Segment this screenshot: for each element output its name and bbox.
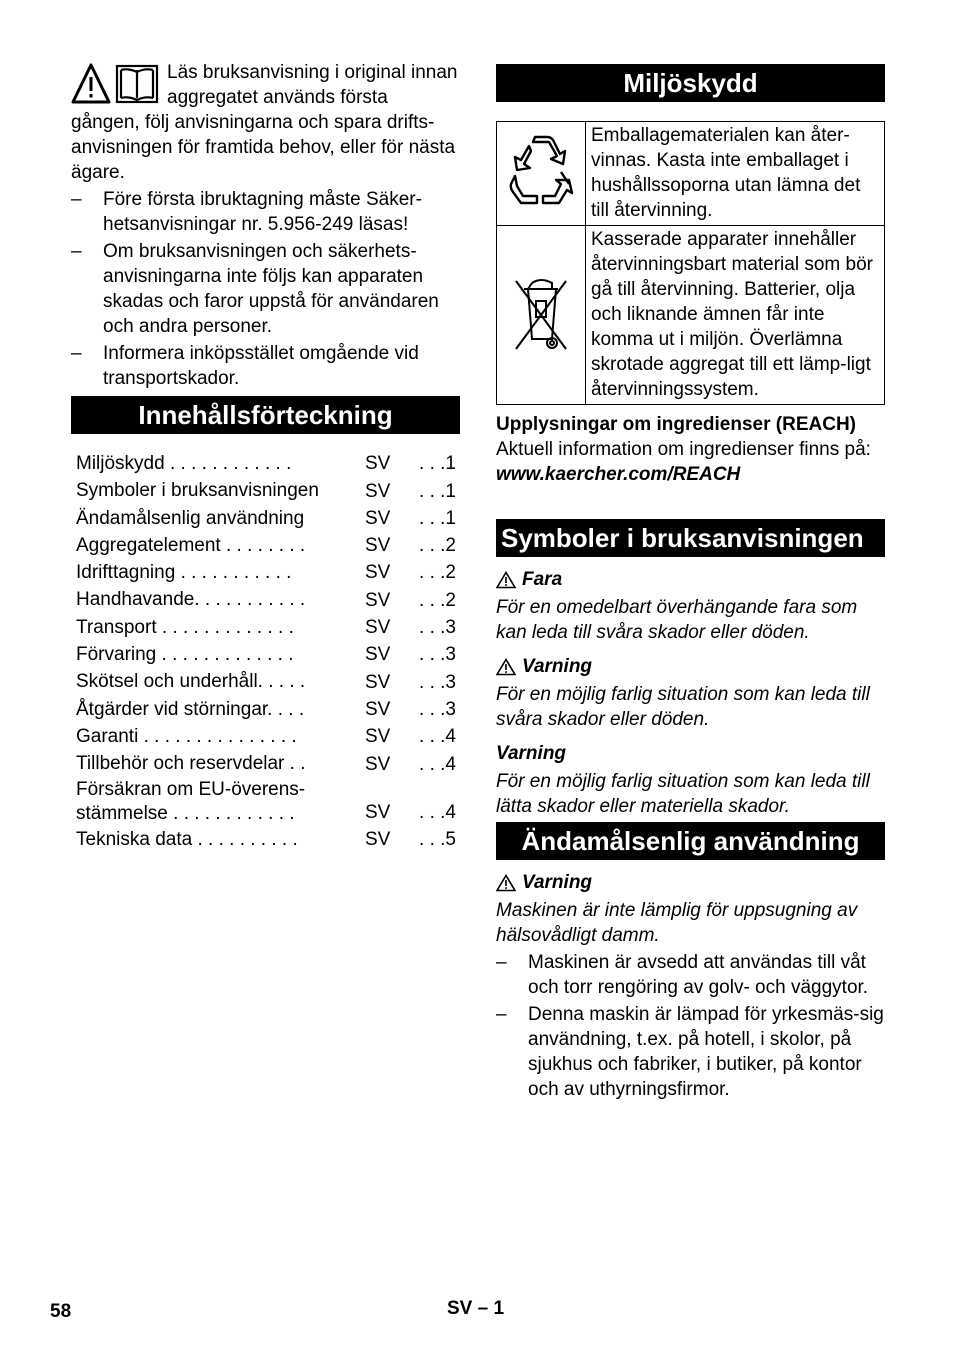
toc-entry-lang: SV: [365, 535, 391, 557]
reach-link[interactable]: www.kaercher.com/REACH: [496, 464, 741, 485]
usage-heading: Ändamålsenlig användning: [496, 822, 885, 860]
footer-lang: SV: [447, 1298, 473, 1319]
toc-entry-page: . . .4: [419, 726, 456, 748]
usage-warning-label: [496, 870, 885, 895]
reach-title: Upplysningar om ingredienser (REACH): [496, 414, 856, 435]
caution-label: Varning: [496, 743, 567, 764]
toc-row[interactable]: [76, 505, 456, 532]
toc-entry-lang: SV: [365, 828, 391, 850]
list-item: – Före första ibruktagning måste Säker-hetsanvisningar nr. 5.956-249 läsas!: [71, 189, 422, 235]
toc-row[interactable]: [76, 826, 456, 853]
toc-row[interactable]: [76, 778, 456, 826]
toc-entry-title: Tekniska data . . . . . . . . . .: [76, 828, 298, 850]
toc-entry-lang: SV: [365, 726, 391, 748]
toc-entry-lang: SV: [365, 644, 391, 666]
toc-entry-page: . . .3: [419, 671, 456, 693]
toc-entry-page: . . .2: [419, 562, 456, 584]
toc-row[interactable]: [76, 668, 456, 695]
bullet-text: Före första ibruktagning måste Säker-hetsanvisningar nr. 5.956-249 läsas!: [103, 189, 422, 235]
intro-bullets: [71, 187, 460, 391]
footer-sub-page: – 1: [477, 1298, 505, 1319]
toc-entry-lang: SV: [365, 589, 391, 611]
warning-triangle-icon: [496, 658, 516, 676]
toc-row[interactable]: [76, 532, 456, 559]
toc-entry-page: . . .4: [419, 801, 456, 823]
toc-row[interactable]: [76, 477, 456, 504]
toc-row[interactable]: [76, 559, 456, 586]
crossed-bin-icon: [506, 269, 576, 355]
toc-entry-title: Transport . . . . . . . . . . . . .: [76, 616, 294, 638]
toc-entry-lang: SV: [365, 698, 391, 720]
list-item: – Maskinen är avsedd att användas till våt och torr rengöring av golv- och väggytor.: [496, 952, 869, 998]
toc-row[interactable]: [76, 723, 456, 750]
bullet-text: Denna maskin är lämpad för yrkesmäs-sig användning, t.ex. på hotell, i skolor, på sjukhus och fabriker, i butiker, på kontor och av uthyrningsfirmor.: [528, 1004, 884, 1100]
usage-section: [496, 870, 885, 1102]
bullet-text: Maskinen är avsedd att användas till våt och torr rengöring av golv- och väggytor.: [528, 952, 869, 998]
toc-entry-title: Miljöskydd . . . . . . . . . . . .: [76, 453, 292, 474]
toc-entry-title: Skötsel och underhåll. . . . .: [76, 671, 306, 693]
toc-entry-page: . . .4: [419, 753, 456, 775]
page-number: 58: [50, 1301, 72, 1322]
toc-entry-lang: SV: [365, 453, 391, 475]
env-text-cell: Emballagematerialen kan åter-vinnas. Kasta inte emballaget i hushållssoporna utan lämna det till återvinning.: [586, 122, 885, 226]
toc-entry-title: Ändamålsenlig användning: [76, 507, 305, 529]
list-item: – Informera inköpsstället omgående vid transportskador.: [71, 343, 419, 389]
usage-warning-text: Maskinen är inte lämplig för uppsugning av hälsovådligt damm.: [496, 900, 858, 946]
table-row: [497, 122, 885, 226]
symbols-heading: Symboler i bruksanvisningen: [496, 519, 885, 557]
warning-triangle-icon: [496, 571, 516, 589]
danger-label: [496, 567, 885, 592]
env-text-cell: Kasserade apparater innehåller återvinningsbart material som bör gå till återvinning. Batterier, olja och liknande ämnen får inte komma ut i miljön. Överlämna skrotade aggregat till ett lämp-ligt återvinningssystem.: [586, 226, 885, 405]
toc-entry-title: Handhavande. . . . . . . . . . .: [76, 589, 306, 611]
icon-cell: [497, 122, 586, 226]
warning-label-text: Varning: [522, 656, 593, 677]
toc-entry-title: Symboler i bruksanvisningen: [76, 480, 319, 502]
toc-entry-page: . . .2: [419, 589, 456, 611]
toc-entry-lang: SV: [365, 507, 391, 529]
toc-entry-page: . . .1: [419, 480, 456, 502]
bullet-text: Informera inköpsstället omgående vid transportskador.: [103, 343, 419, 389]
symbols-section: [496, 567, 885, 819]
toc-entry-page: . . .3: [419, 698, 456, 720]
toc-entry-lang: SV: [365, 753, 391, 775]
toc-entry-title: Aggregatelement . . . . . . . .: [76, 534, 306, 556]
danger-text: För en omedelbart överhängande fara som kan leda till svåra skador eller döden.: [496, 597, 858, 643]
recycling-icon: [503, 132, 579, 208]
env-heading: Miljöskydd: [496, 64, 885, 102]
reach-section: [496, 412, 885, 487]
toc-entry-page: . . .3: [419, 644, 456, 666]
toc-entry-lang: SV: [365, 480, 391, 502]
warning-triangle-icon: [496, 874, 516, 892]
toc-row[interactable]: [76, 586, 456, 613]
list-item: – Denna maskin är lämpad för yrkesmäs-sig användning, t.ex. på hotell, i skolor, på sjukhus och fabriker, i butiker, på kontor och av uthyrningsfirmor.: [496, 1004, 884, 1100]
toc-entry-lang: SV: [365, 671, 391, 693]
toc-entry-lang: SV: [365, 562, 391, 584]
toc-entry-title: Idrifttagning . . . . . . . . . . .: [76, 562, 292, 584]
icon-cell: [497, 226, 586, 405]
caution-text: För en möjlig farlig situation som kan leda till lätta skador eller materiella skador.: [496, 771, 870, 817]
warning-triangle-icon: [73, 65, 109, 102]
toc-entry-lang: SV: [365, 617, 391, 639]
warning-manual-icons: [71, 62, 161, 106]
danger-label-text: Fara: [522, 569, 563, 590]
toc-entry-page: . . .5: [419, 828, 456, 850]
warning-label: [496, 654, 885, 679]
toc-entry-page: . . .1: [419, 507, 456, 529]
environment-table: [496, 121, 885, 405]
toc-heading: Innehållsförteckning: [71, 396, 460, 434]
toc-entry-title: Tillbehör och reservdelar . .: [76, 753, 306, 775]
toc-entry-lang: SV: [365, 801, 391, 823]
toc-entry-title: Förvaring . . . . . . . . . . . . .: [76, 644, 294, 666]
toc-row[interactable]: [76, 641, 456, 668]
toc-entry-title: Försäkran om EU-överens-stämmelse . . . . . . . . . . . .: [76, 778, 306, 824]
warning-text: För en möjlig farlig situation som kan leda till svåra skador eller döden.: [496, 684, 870, 730]
reach-text: Aktuell information om ingredienser finns på:: [496, 439, 871, 460]
table-of-contents: [76, 450, 456, 853]
list-item: – Om bruksanvisningen och säkerhets-anvisningarna inte följs kan apparaten skadas och faror uppstå för användaren och andra personer.: [71, 241, 439, 337]
usage-warning-label-text: Varning: [522, 872, 593, 893]
toc-entry-title: Garanti . . . . . . . . . . . . . . .: [76, 725, 297, 747]
toc-row[interactable]: [76, 696, 456, 723]
toc-row[interactable]: [76, 614, 456, 641]
intro-text: Läs bruksanvisning i original innan aggregatet används första gången, följ anvisningarna och spara drifts-anvisningen för framtida behov, eller för nästa ägare.: [71, 62, 458, 183]
footer-section-id: [447, 1296, 504, 1321]
toc-entry-page: . . .3: [419, 617, 456, 639]
toc-row[interactable]: [76, 450, 456, 477]
toc-entry-page: . . .2: [419, 535, 456, 557]
toc-row[interactable]: [76, 750, 456, 777]
intro-section: [71, 60, 460, 391]
bullet-text: Om bruksanvisningen och säkerhets-anvisningarna inte följs kan apparaten skadas och faror uppstå för användaren och andra personer.: [103, 241, 439, 337]
table-row: [497, 226, 885, 405]
manual-book-icon: [117, 66, 157, 102]
usage-bullets: [496, 950, 885, 1102]
toc-entry-title: Åtgärder vid störningar. . . .: [76, 698, 305, 720]
toc-entry-page: . . .1: [419, 453, 456, 475]
